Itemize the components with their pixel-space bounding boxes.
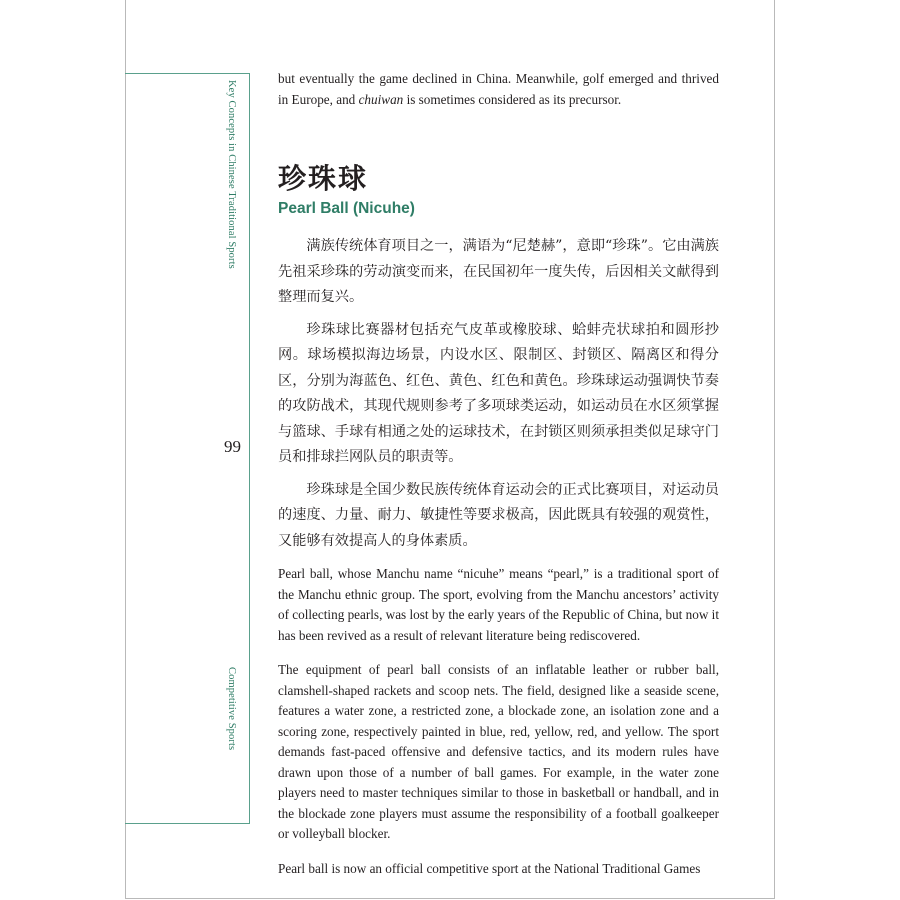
intro-text-start: but eventually the game declined in China. Meanwhile, golf emerged and thrived in Europe, and xyxy=(278,71,719,107)
margin-tab-bottom-rule xyxy=(125,823,250,824)
intro-paragraph xyxy=(278,69,719,110)
chinese-paragraph: 珍珠球是全国少数民族传统体育运动会的正式比赛项目，对运动员的速度、力量、耐力、敏捷性等要求极高，因此既具有较强的观赏性，又能够有效提高人的身体素质。 xyxy=(278,481,719,549)
english-paragraph: Pearl ball, whose Manchu name “nicuhe” means “pearl,” is a traditional sport of the Manchu ethnic group. The sport, evolving from the Manchu ancestors’ activity of collecting pearls, was lost by the early years of the Republic of China, but now it has been revived as a result of relevant literature being rediscovered. xyxy=(278,566,719,643)
english-paragraph: Pearl ball is now an official competitive sport at the National Traditional Games xyxy=(278,860,701,876)
margin-tab-side-rule xyxy=(249,73,250,824)
intro-italic-term: chuiwan xyxy=(358,91,404,107)
margin-tab-top-rule xyxy=(125,73,250,74)
chinese-paragraph: 满族传统体育项目之一，满语为“尼楚赫”，意即“珍珠”。它由满族先祖采珍珠的劳动演变而来，在民国初年一度失传，后因相关文献得到整理而复兴。 xyxy=(278,238,719,305)
page-number: 99 xyxy=(224,437,241,456)
english-paragraph: The equipment of pearl ball consists of an inflatable leather or rubber ball, clamshell-shaped rackets and scoop nets. The field, designed like a seaside scene, features a water zone, a restricted zone, a blockade zone, an isolation zone and a scoring zone, respectively painted in blue, red, yellow, red, and yellow. The sport demands fast-paced offensive and defensive tactics, and its modern rules have drawn upon those of a number of ball games. For example, in the water zone players need to master techniques similar to those in basketball or handball, and in the blockade zone players must assume the responsibility of a football goalkeeper or volleyball blocker. xyxy=(278,662,719,841)
entry-title-english: Pearl Ball (Nicuhe) xyxy=(278,200,415,217)
entry-title-chinese: 珍珠球 xyxy=(278,162,369,195)
series-title: Key Concepts in Chinese Traditional Sports xyxy=(226,80,237,269)
intro-text-end: is sometimes considered as its precursor. xyxy=(403,91,622,107)
page-content xyxy=(278,69,719,879)
chinese-paragraph: 珍珠球比赛器材包括充气皮革或橡胶球、蛤蚌壳状球拍和圆形抄网。球场模拟海边场景，内设水区、限制区、封锁区、隔离区和得分区，分别为海蓝色、红色、黄色、红色和黄色。珍珠球运动强调快节奏的攻防战术，其现代规则参考了多项球类运动，如运动员在水区须掌握与篮球、手球有相通之处的运球技术，在封锁区则须承担类似足球守门员和排球拦网队员的职责等。 xyxy=(278,321,719,465)
section-title: Competitive Sports xyxy=(226,667,237,751)
